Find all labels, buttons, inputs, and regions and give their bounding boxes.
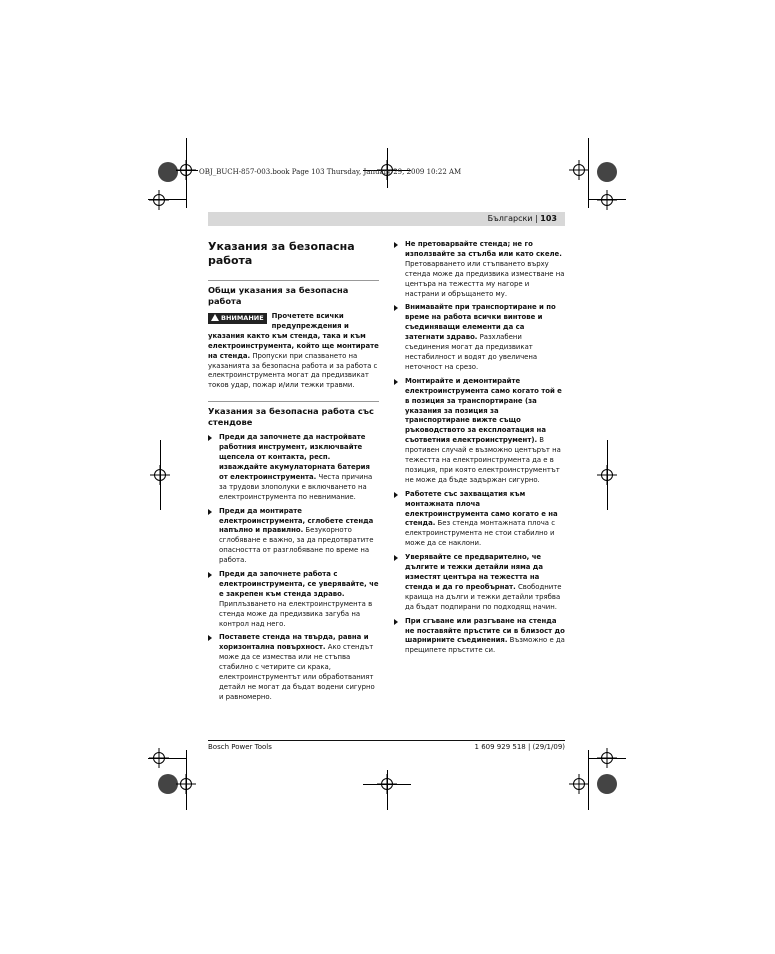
warning-badge: [208, 313, 267, 324]
footer-rule: [208, 740, 565, 741]
item-bold: Монтирайте и демонтирайте електроинструмента само когато той е в позиция за транспортиране (за указания за позиция за транспортиране вижте също ръководството за експлоатация на съответния електроинструмент).: [405, 376, 562, 445]
list-item: [208, 507, 379, 566]
header-language: Български: [487, 214, 533, 223]
list-item: [394, 490, 565, 549]
list-item: [394, 553, 565, 612]
crop-mark: [148, 758, 186, 759]
section-heading-general: Общи указания за безопасна работа: [208, 280, 379, 307]
item-bold: Уверявайте се предварително, че дългите и тежки детайли няма да изместят центъра на тежестта на стенда и да го преобърнат.: [405, 553, 544, 591]
item-text: В противен случай е възможно центърът на тежестта на електроинструмента да е в позиция, при която електроинструментът не може да бъде задържан сигурно.: [405, 436, 561, 484]
crop-mark: [588, 750, 589, 810]
header-separator: |: [535, 214, 538, 223]
bullet-arrow-icon: [394, 619, 398, 625]
list-item: [208, 633, 379, 702]
warning-badge-label: ВНИМАНИЕ: [221, 314, 264, 322]
crop-mark: [160, 440, 161, 510]
registration-disc: [597, 774, 617, 794]
item-text: Ако стендът може да се измества или не стъпва стабилно с четирите си крака, електроинструментът или обработваният детайл не могат да бъдат водени сигурно и равномерно.: [219, 643, 375, 701]
crop-mark: [387, 770, 388, 810]
item-bold: Преди да започнете да настройвате работния инструмент, изключвайте щепсела от контакта, респ. изваждайте акумулаторната батерия от електроинструмента.: [219, 433, 370, 481]
crop-mark: [588, 758, 626, 759]
page-number: 103: [540, 214, 557, 223]
crosshair-icon: [176, 774, 196, 798]
bullet-arrow-icon: [394, 242, 398, 248]
warning-triangle-icon: [211, 314, 219, 321]
crop-mark: [588, 138, 589, 208]
page-title: Указания за безопасна работа: [208, 240, 355, 267]
item-bold: Преди да започнете работа с електроинструмента, се уверявайте, че е закрепен към стенда здраво.: [219, 570, 379, 598]
bullet-arrow-icon: [208, 572, 212, 578]
right-column: [394, 240, 565, 660]
bullet-arrow-icon: [208, 635, 212, 641]
item-text: Свободните краища на дълги и тежки детайли трябва да бъдат подпирани по подходящ начин.: [405, 582, 562, 611]
list-item: [394, 240, 565, 299]
item-text: Безукорното сглобяване е важно, за да предотвратите опасността от разглобяване по време на работа.: [219, 526, 374, 565]
crosshair-icon: [597, 190, 617, 214]
warning-paragraph: [208, 312, 379, 391]
registration-disc: [597, 162, 617, 182]
list-item: [208, 433, 379, 502]
file-header: OBJ_BUCH-857-003.book Page 103 Thursday, January 29, 2009 10:22 AM: [199, 168, 462, 176]
list-item: [208, 570, 379, 629]
item-bold: Внимавайте при транспортиране и по време на работа всички винтове и съединяващи елементи да са затегнати здраво.: [405, 303, 556, 342]
warning-bold-text: Прочетете всички предупреждения и указания както към стенда, така и към електроинструмента, който ще монтирате на стенда.: [208, 312, 379, 360]
list-item: [394, 617, 565, 657]
crosshair-icon: [569, 774, 589, 798]
item-bold: При сгъване или разгъване на стенда не поставяйте пръстите си в близост до шарнирните съединения.: [405, 616, 565, 645]
bullet-arrow-icon: [208, 509, 212, 515]
crop-mark: [588, 199, 626, 200]
crosshair-icon: [176, 160, 196, 184]
item-bold: Поставете стенда на твърда, равна и хоризонтална повърхност.: [219, 633, 369, 652]
item-bold: Не претоварвайте стенда; не го използвайте за стълба или като скеле.: [405, 240, 562, 258]
item-text: Без стенда монтажната плоча с електроинструмента не стои стабилно и може да се наклони.: [405, 519, 556, 548]
footer-doc-number: 1 609 929 518 | (29/1/09): [474, 743, 565, 751]
registration-disc: [158, 774, 178, 794]
running-header-text: [488, 214, 557, 223]
bullet-arrow-icon: [394, 379, 398, 385]
bullet-arrow-icon: [394, 305, 398, 311]
registration-disc: [158, 162, 178, 182]
crosshair-icon: [149, 190, 169, 214]
item-text: Претоварването или стъпването върху стенда може да предизвика изместване на центъра на тежестта му нагоре и настрани и обръщането му.: [405, 259, 565, 298]
footer-brand: Bosch Power Tools: [208, 743, 272, 751]
crosshair-icon: [597, 748, 617, 772]
item-text: Честа причина за трудови злополуки е включването на електроинструмента по невнимание.: [219, 472, 373, 501]
list-item: [394, 377, 565, 486]
bullet-arrow-icon: [394, 555, 398, 561]
bullet-arrow-icon: [394, 492, 398, 498]
item-bold: Преди да монтирате електроинструмента, сглобете стенда напълно и правилно.: [219, 506, 374, 535]
item-text: Разхлабени съединения могат да предизвикат нестабилност и водят до увеличена неточност на срезо.: [405, 333, 538, 371]
bullet-arrow-icon: [208, 435, 212, 441]
item-text: Възможно е да прещипете пръстите си.: [405, 636, 565, 655]
crosshair-icon: [149, 748, 169, 772]
left-column: [208, 240, 379, 707]
item-text: Приплъзването на електроинструмента в стенда може да предизвика загуба на контрол над него.: [219, 599, 373, 628]
list-item: [394, 303, 565, 372]
warning-text: Пропуски при спазването на указанията за безопасна работа и за работа с електроинструмента могат да предизвикат токов удар, пожар и/или тежки травми.: [208, 351, 378, 390]
running-header: [208, 212, 565, 226]
crosshair-icon: [569, 160, 589, 184]
crop-mark: [607, 440, 608, 510]
section-heading-stands: Указания за безопасна работа със стендове: [208, 401, 379, 428]
item-bold: Работете със захващатия към монтажната плоча електроинструмента само когато е на стенда.: [405, 489, 558, 528]
